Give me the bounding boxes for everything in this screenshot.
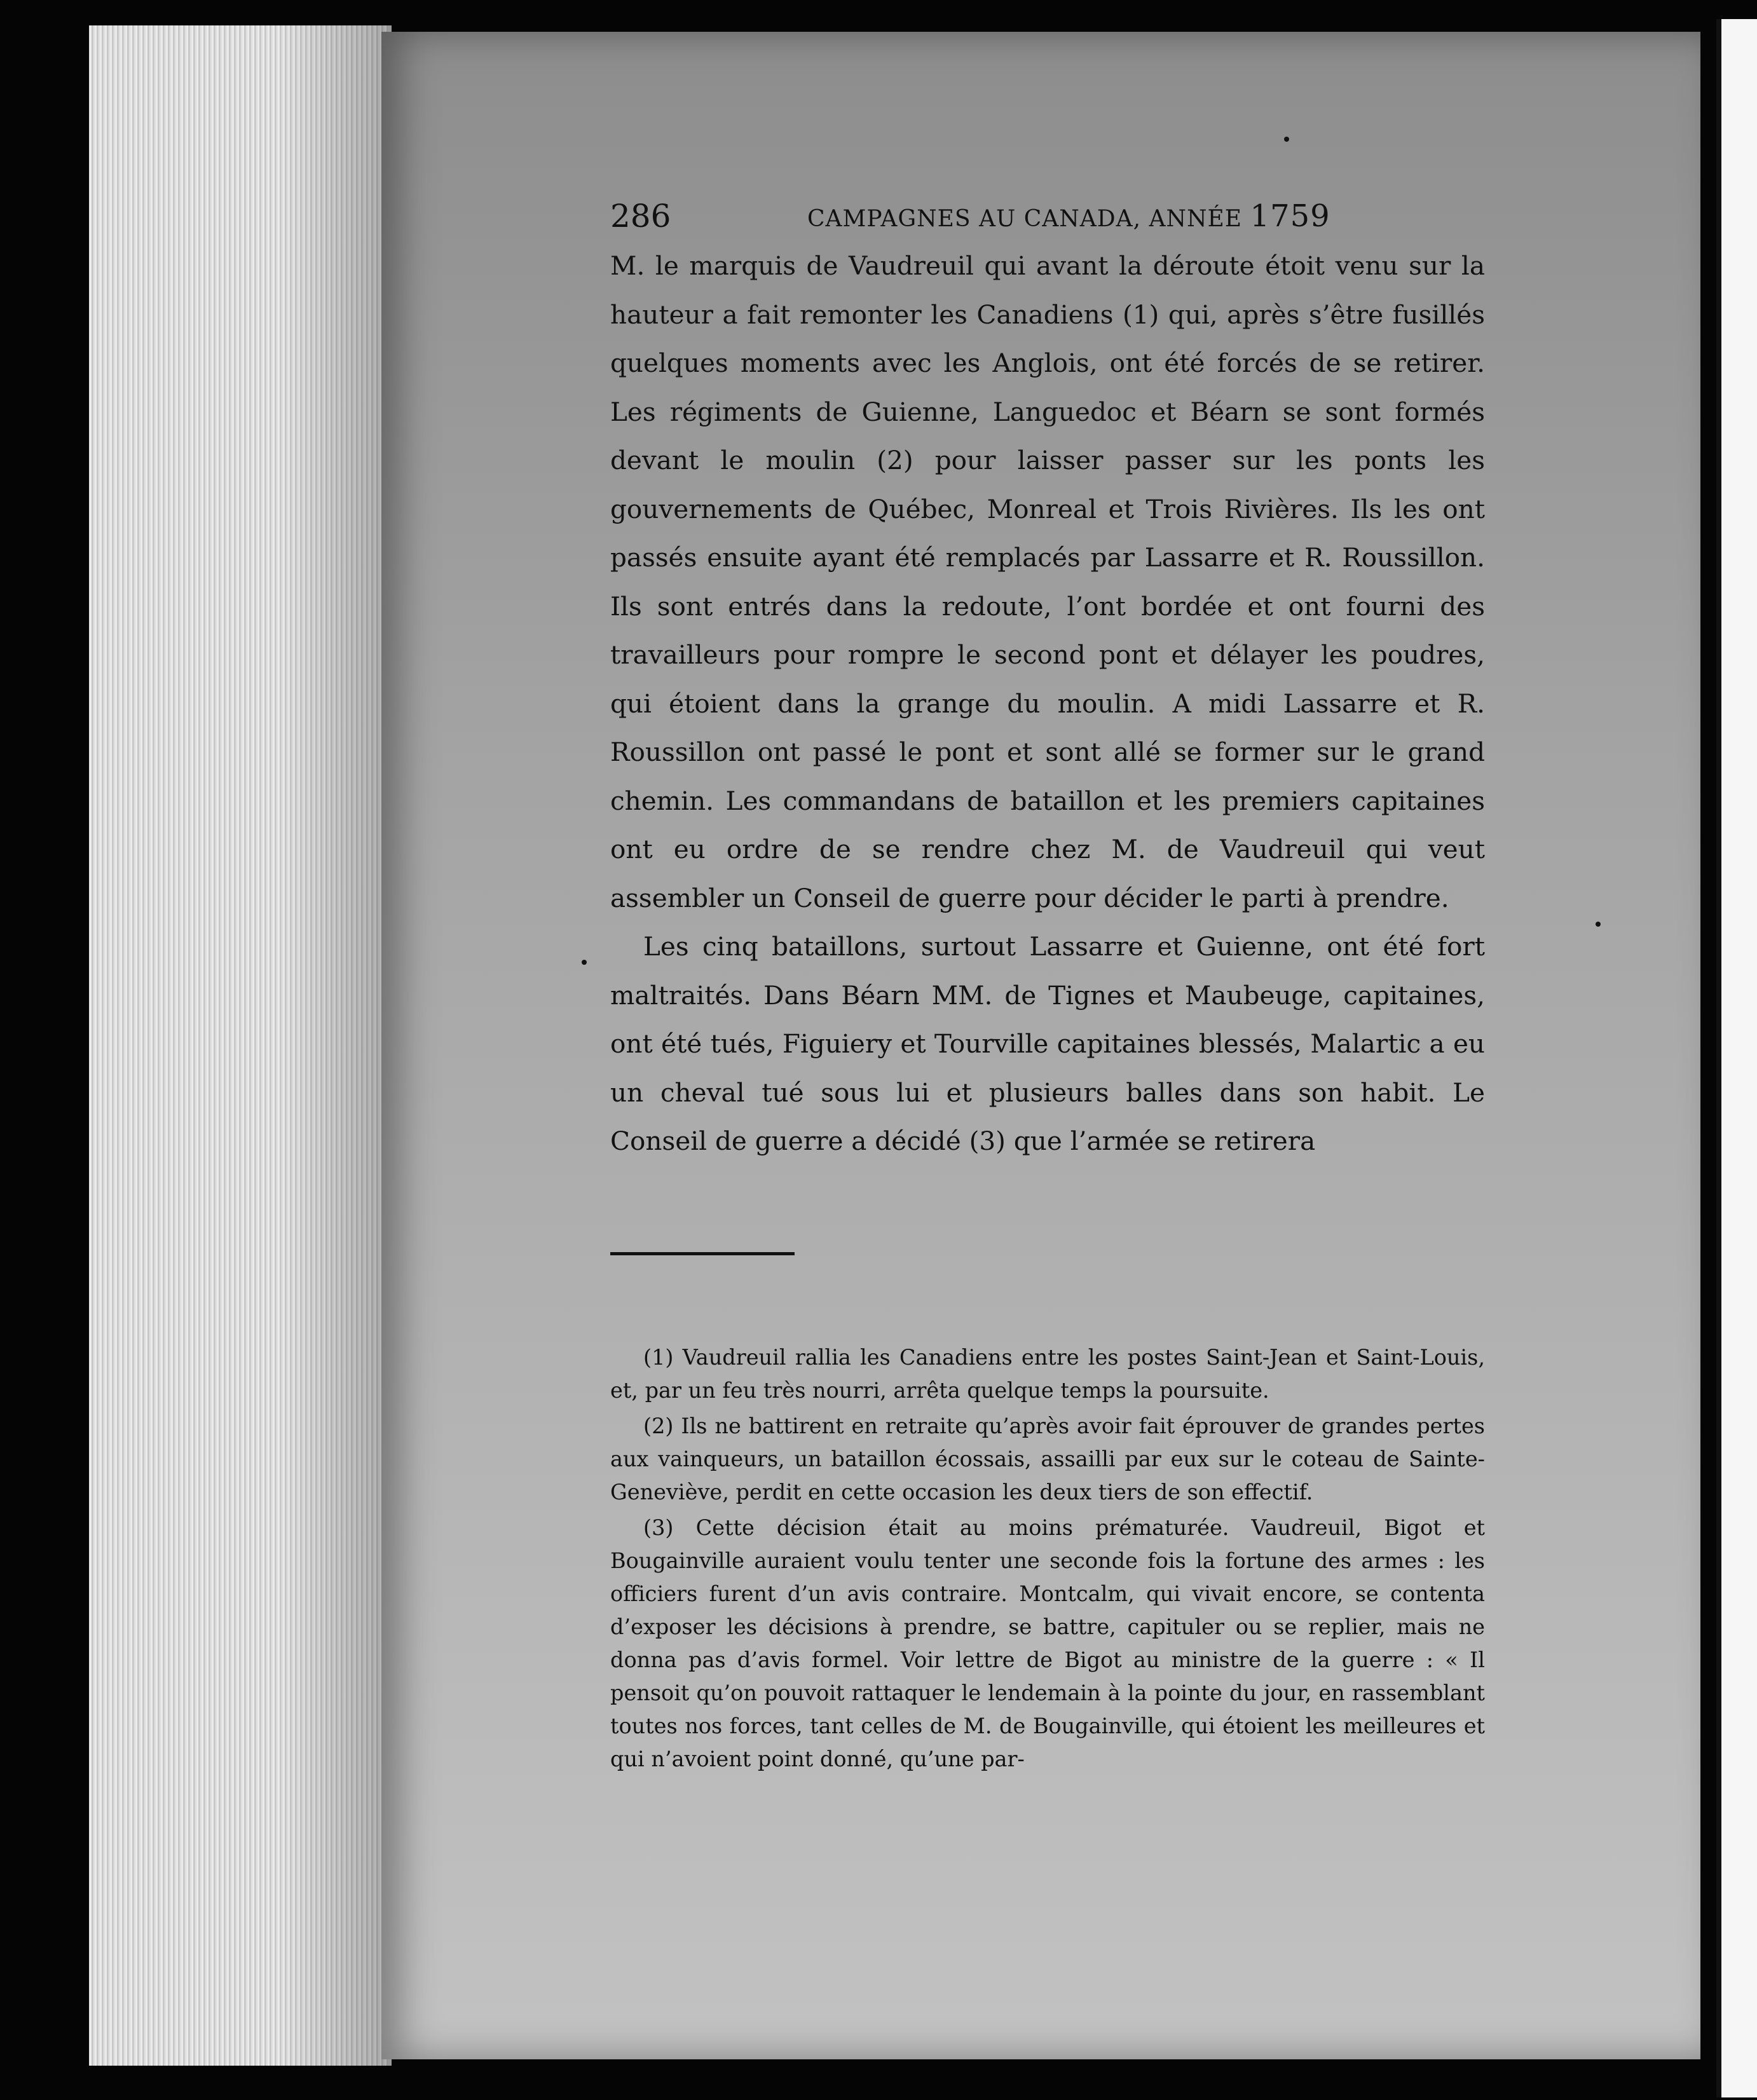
- footnote-text: Cette décision était au moins prématurée. Vaudreuil, Bigot et Bougainville auraient voulu tenter une seconde fois la fortune des armes : les officiers furent d’un avis contraire. Montcalm, qui vivait encore, se contenta d’exposer les décisions à prendre, se battre, capituler ou se replier, mais ne donna pas d’avis formel. Voir lettre de Bigot au ministre de la guerre : « Il pensoit qu’on pouvoit rattaquer le lendemain à la pointe du jour, en rassemblant toutes nos forces, tant celles de M. de Bougainville, qui étoient les meilleures et qui n’avoient point donné, qu’une par-: [610, 1515, 1485, 1771]
- footnotes: [610, 1341, 1485, 1778]
- book-page: [381, 32, 1700, 2059]
- footnote-mark: (3): [643, 1515, 674, 1540]
- facing-page-margin: [1716, 19, 1757, 2097]
- running-head-title-text: CAMPAGNES AU CANADA, ANNÉE: [807, 206, 1243, 232]
- dust-speck: [582, 960, 587, 965]
- footnote-3: [610, 1511, 1485, 1776]
- footnote-separator: [610, 1252, 795, 1255]
- running-head: [610, 191, 1659, 242]
- footnote-text: Vaudreuil rallia les Canadiens entre les postes Saint-Jean et Saint-Louis, et, par un feu très nourri, arrêta quelque temps la poursuite.: [610, 1345, 1485, 1403]
- page-number: 286: [610, 198, 671, 235]
- footnote-2: [610, 1410, 1485, 1509]
- footnote-1: [610, 1341, 1485, 1407]
- body-paragraph: M. le marquis de Vaudreuil qui avant la déroute étoit venu sur la hauteur a fait remonter les Canadiens (1) qui, après s’être fusillés quelques moments avec les Anglois, ont été forcés de se retirer. Les régiments de Guienne, Languedoc et Béarn se sont formés devant le moulin (2) pour laisser passer sur les ponts les gouvernements de Québec, Monreal et Trois Rivières. Ils les ont passés ensuite ayant été remplacés par Lassarre et R. Roussillon. Ils sont entrés dans la redoute, l’ont bordée et ont fourni des travailleurs pour rompre le second pont et délayer les poudres, qui étoient dans la grange du moulin. A midi Lassarre et R. Roussillon ont passé le pont et sont allé se former sur le grand chemin. Les commandans de bataillon et les premiers capitaines ont eu ordre de se rendre chez M. de Vaudreuil qui veut assembler un Conseil de guerre pour décider le parti à prendre.: [610, 250, 1485, 913]
- running-head-title: [807, 191, 1330, 245]
- footnote-mark: (1): [643, 1345, 674, 1370]
- running-head-year: 1759: [1250, 198, 1330, 234]
- dust-speck: [1596, 922, 1601, 927]
- page-edges-shadow: [280, 25, 388, 2066]
- footnote-mark: (2): [643, 1414, 674, 1438]
- body-text: [610, 242, 1485, 1166]
- footnote-text: Ils ne battirent en retraite qu’après avoir fait éprouver de grandes pertes aux vainqueurs, un bataillon écossais, assailli par eux sur le coteau de Sainte-Geneviève, perdit en cette occasion les deux tiers de son effectif.: [610, 1414, 1485, 1504]
- dust-speck: [1284, 137, 1289, 142]
- body-paragraph: Les cinq bataillons, surtout Lassarre et Guienne, ont été fort maltraités. Dans Béarn MM. de Tignes et Maubeuge, capitaines, ont été tués, Figuiery et Tourville capitaines blessés, Malartic a eu un cheval tué sous lui et plusieurs balles dans son habit. Le Conseil de guerre a décidé (3) que l’armée se retirera: [610, 931, 1485, 1156]
